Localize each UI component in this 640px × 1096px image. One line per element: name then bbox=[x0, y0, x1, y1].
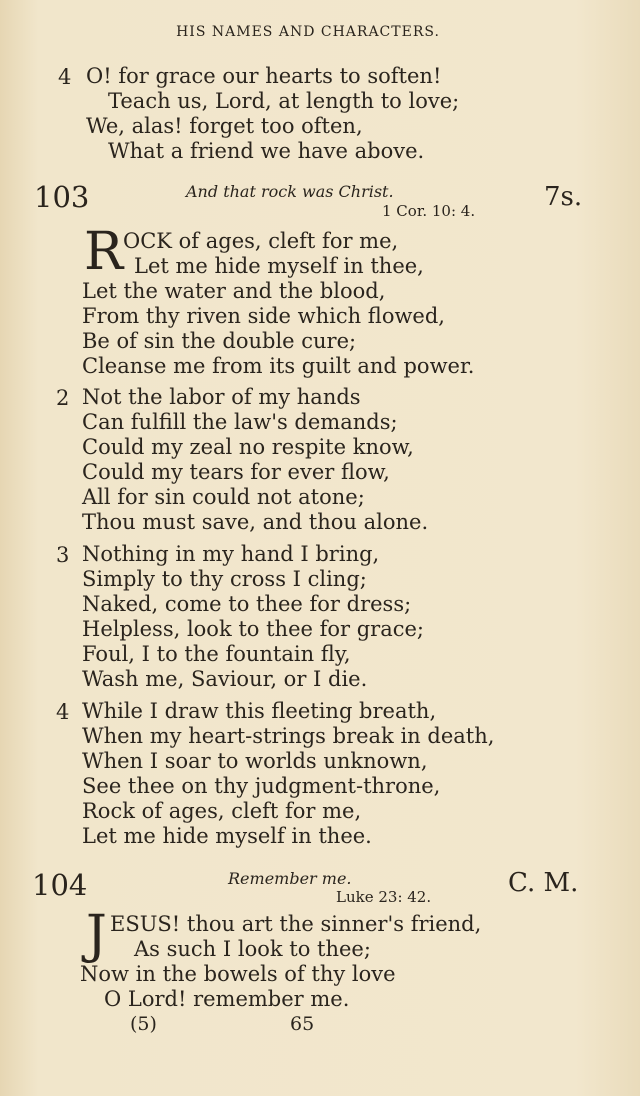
verse-line: What a friend we have above. bbox=[108, 139, 425, 163]
verse-number: 3 bbox=[56, 543, 70, 567]
verse-line: OCK of ages, cleft for me, bbox=[123, 229, 399, 253]
verse-number: 4 bbox=[58, 65, 72, 89]
verse-line: Let me hide myself in thee. bbox=[82, 824, 372, 848]
hymn-number: 103 bbox=[34, 180, 90, 214]
verse-number: 2 bbox=[56, 386, 70, 410]
verse-line: ESUS! thou art the sinner's friend, bbox=[110, 912, 482, 936]
drop-cap: J bbox=[86, 905, 107, 965]
hymn-meter: C. M. bbox=[508, 868, 579, 898]
signature-mark: (5) bbox=[130, 1013, 157, 1035]
page-number: 65 bbox=[290, 1013, 315, 1035]
verse-line: Not the labor of my hands bbox=[82, 385, 361, 409]
hymn-meter: 7s. bbox=[544, 182, 583, 212]
hymn-number: 104 bbox=[32, 868, 88, 902]
verse-line: See thee on thy judgment-throne, bbox=[82, 774, 441, 798]
verse-line: Wash me, Saviour, or I die. bbox=[82, 667, 368, 691]
verse-line: O! for grace our hearts to soften! bbox=[86, 64, 442, 88]
verse-line: Foul, I to the fountain fly, bbox=[82, 642, 351, 666]
verse-line: Could my zeal no respite know, bbox=[82, 435, 414, 459]
verse-line: Now in the bowels of thy love bbox=[80, 962, 396, 986]
verse-line: Cleanse me from its guilt and power. bbox=[82, 354, 475, 378]
verse-line: Let the water and the blood, bbox=[82, 279, 386, 303]
verse-line: When I soar to worlds unknown, bbox=[82, 749, 428, 773]
verse-line: All for sin could not atone; bbox=[82, 485, 365, 509]
scripture-reference: 1 Cor. 10: 4. bbox=[382, 202, 476, 220]
verse-line: O Lord! remember me. bbox=[104, 987, 350, 1011]
verse-line: Rock of ages, cleft for me, bbox=[82, 799, 362, 823]
verse-line: We, alas! forget too often, bbox=[86, 114, 363, 138]
verse-line: Thou must save, and thou alone. bbox=[82, 510, 429, 534]
verse-line: Naked, come to thee for dress; bbox=[82, 592, 412, 616]
verse-line: Teach us, Lord, at length to love; bbox=[108, 89, 460, 113]
running-header: HIS NAMES AND CHARACTERS. bbox=[176, 24, 440, 40]
verse-line: When my heart-strings break in death, bbox=[82, 724, 495, 748]
verse-line: Can fulfill the law's demands; bbox=[82, 410, 398, 434]
verse-line: While I draw this fleeting breath, bbox=[82, 699, 437, 723]
verse-line: Simply to thy cross I cling; bbox=[82, 567, 367, 591]
verse-line: Be of sin the double cure; bbox=[82, 329, 357, 353]
hymn-title: And that rock was Christ. bbox=[186, 182, 394, 201]
scripture-reference: Luke 23: 42. bbox=[336, 888, 432, 906]
hymn-title: Remember me. bbox=[228, 869, 352, 888]
verse-line: As such I look to thee; bbox=[134, 937, 371, 961]
verse-line: From thy riven side which flowed, bbox=[82, 304, 445, 328]
verse-line: Let me hide myself in thee, bbox=[134, 254, 424, 278]
verse-number: 4 bbox=[56, 700, 70, 724]
verse-line: Helpless, look to thee for grace; bbox=[82, 617, 424, 641]
drop-cap: R bbox=[84, 222, 124, 282]
verse-line: Nothing in my hand I bring, bbox=[82, 542, 380, 566]
verse-line: Could my tears for ever flow, bbox=[82, 460, 390, 484]
